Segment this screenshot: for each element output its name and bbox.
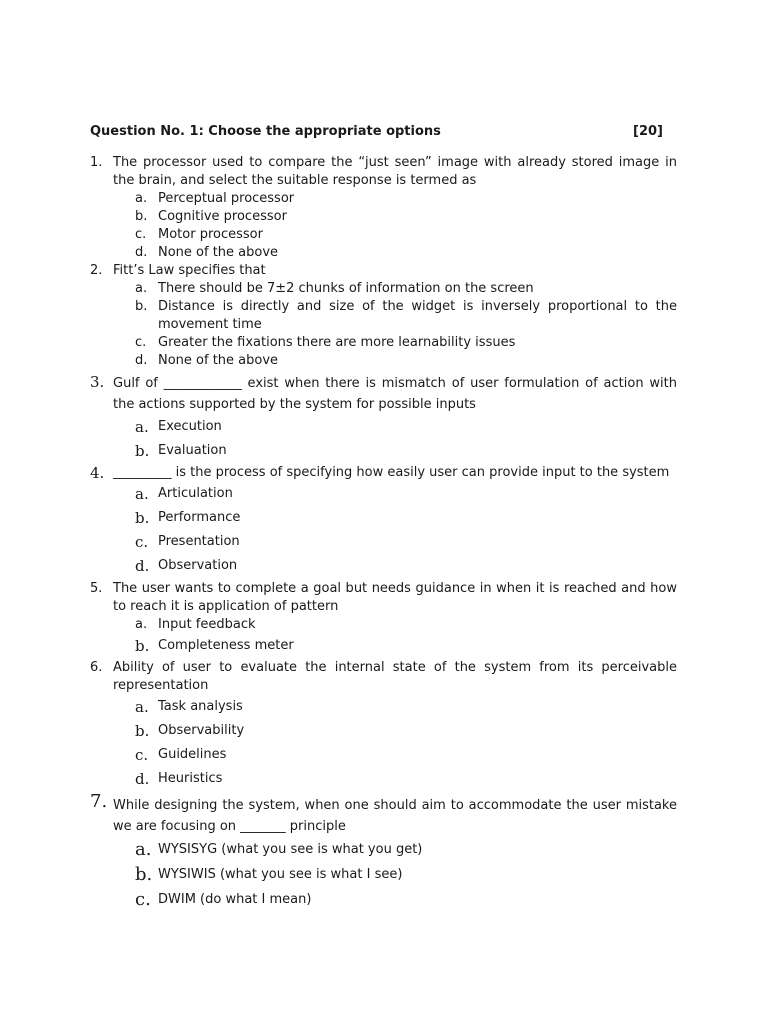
question-heading: [90, 124, 663, 139]
question-stem: Gulf of ____________ exist when there is mismatch of user formulation of action with the actions supported by the system for possible inputs: [113, 376, 677, 412]
option-item: [135, 415, 677, 439]
option-item: [135, 334, 677, 352]
option-text: Input feedback: [158, 617, 256, 632]
option-letter: a.: [135, 191, 148, 206]
option-item: [135, 887, 677, 912]
option-list: [90, 280, 677, 370]
question-6: [90, 659, 677, 791]
question-number: 5.: [90, 581, 103, 596]
heading-title: Question No. 1: Choose the appropriate options: [90, 124, 441, 139]
question-stem: The user wants to complete a goal but needs guidance in when it is reached and how to reach it is application of pattern: [113, 581, 677, 614]
question-stem: _________ is the process of specifying how easily user can provide input to the system: [113, 465, 670, 480]
option-letter: a.: [135, 485, 149, 503]
option-text: Perceptual processor: [158, 191, 295, 206]
option-list: [90, 837, 677, 912]
option-letter: b.: [135, 864, 153, 885]
question-2: [90, 262, 677, 370]
option-letter: c.: [135, 227, 147, 242]
option-text: WYSIWIS (what you see is what I see): [158, 867, 403, 882]
option-letter: a.: [135, 418, 149, 436]
question-number: 6.: [90, 660, 103, 675]
option-item: [135, 719, 677, 743]
option-text: Distance is directly and size of the widget is inversely proportional to the movement time: [158, 299, 677, 332]
option-item: [135, 280, 677, 298]
heading-marks: [20]: [633, 124, 663, 139]
option-item: [135, 634, 677, 658]
option-list: [90, 415, 677, 463]
option-text: Motor processor: [158, 227, 263, 242]
question-1: [90, 154, 677, 262]
option-letter: c.: [135, 533, 149, 551]
option-letter: a.: [135, 698, 149, 716]
option-letter: b.: [135, 209, 148, 224]
option-item: [135, 616, 677, 634]
option-text: Observability: [158, 723, 245, 738]
option-letter: d.: [135, 770, 150, 788]
option-letter: a.: [135, 617, 148, 632]
question-stem: While designing the system, when one should aim to accommodate the user mistake we are focusing on _______ principle: [113, 798, 677, 834]
option-text: Evaluation: [158, 443, 227, 458]
option-text: Completeness meter: [158, 638, 294, 653]
option-letter: a.: [135, 281, 148, 296]
question-stem: Ability of user to evaluate the internal state of the system from its perceivable representation: [113, 660, 677, 693]
option-letter: c.: [135, 889, 151, 910]
option-item: [135, 482, 677, 506]
option-text: Heuristics: [158, 771, 223, 786]
option-item: [135, 862, 677, 887]
option-text: Performance: [158, 510, 241, 525]
question-stem: Fitt’s Law specifies that: [113, 263, 266, 278]
question-4: [90, 464, 677, 578]
option-item: [135, 298, 677, 334]
option-text: Observation: [158, 558, 238, 573]
option-item: [135, 190, 677, 208]
option-letter: c.: [135, 746, 149, 764]
option-item: [135, 554, 677, 578]
option-item: [135, 244, 677, 262]
question-7: [90, 791, 677, 912]
option-item: [135, 695, 677, 719]
question-number: 3.: [90, 373, 105, 391]
option-list: [90, 190, 677, 262]
option-text: Articulation: [158, 486, 233, 501]
question-number: 2.: [90, 263, 103, 278]
option-list: [90, 616, 677, 658]
option-item: [135, 743, 677, 767]
question-number: 1.: [90, 155, 103, 170]
option-item: [135, 837, 677, 862]
option-text: Presentation: [158, 534, 240, 549]
option-text: Greater the fixations there are more learnability issues: [158, 335, 516, 350]
question-number: 7.: [90, 791, 108, 812]
option-letter: b.: [135, 722, 150, 740]
question-5: [90, 580, 677, 658]
option-letter: b.: [135, 299, 148, 314]
option-item: [135, 208, 677, 226]
option-text: DWIM (do what I mean): [158, 892, 312, 907]
option-letter: b.: [135, 637, 150, 655]
option-text: None of the above: [158, 245, 279, 260]
option-list: [90, 695, 677, 791]
question-3: [90, 373, 677, 463]
option-letter: d.: [135, 557, 150, 575]
question-number: 4.: [90, 464, 105, 482]
option-item: [135, 767, 677, 791]
option-letter: c.: [135, 335, 147, 350]
option-letter: d.: [135, 245, 148, 260]
option-item: [135, 506, 677, 530]
option-text: Task analysis: [158, 699, 243, 714]
option-item: [135, 439, 677, 463]
option-letter: b.: [135, 509, 150, 527]
question-stem: The processor used to compare the “just seen” image with already stored image in the brain, and select the suitable response is termed as: [113, 155, 677, 188]
option-text: Guidelines: [158, 747, 227, 762]
option-letter: a.: [135, 839, 152, 860]
option-item: [135, 226, 677, 244]
option-text: Execution: [158, 419, 222, 434]
option-item: [135, 530, 677, 554]
option-text: WYSISYG (what you see is what you get): [158, 842, 423, 857]
option-letter: b.: [135, 442, 150, 460]
option-item: [135, 352, 677, 370]
option-list: [90, 482, 677, 578]
option-text: Cognitive processor: [158, 209, 287, 224]
option-text: There should be 7±2 chunks of information on the screen: [158, 281, 534, 296]
option-text: None of the above: [158, 353, 279, 368]
option-letter: d.: [135, 353, 148, 368]
